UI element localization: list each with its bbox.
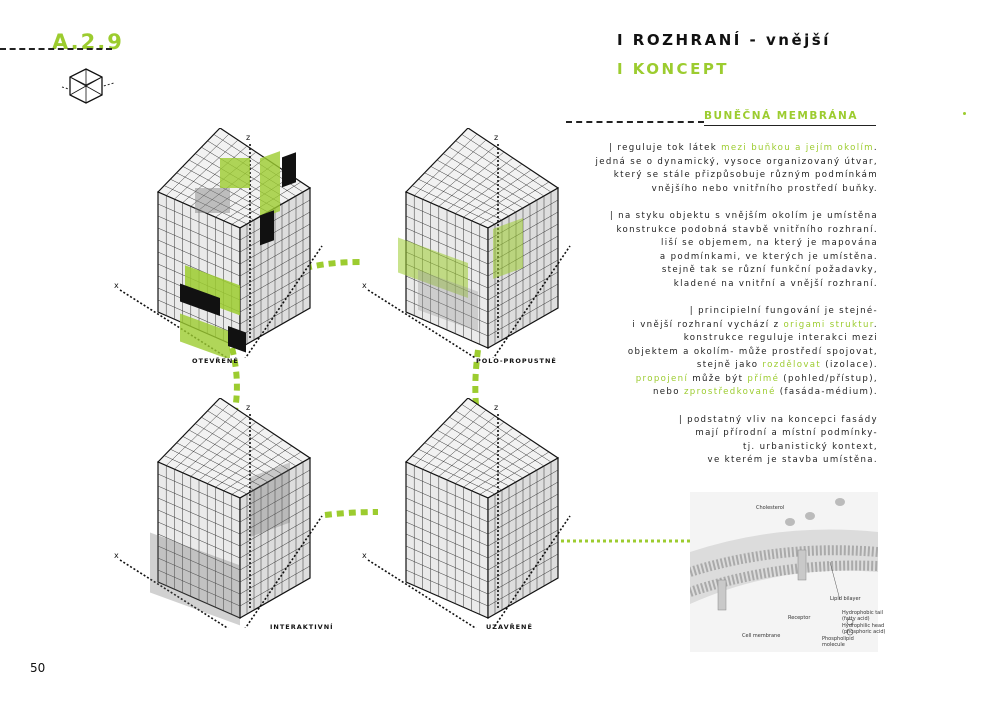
text-segment: ve kterém je stavba umístěna. — [707, 455, 878, 465]
label-hydrophobic-sub: (fatty acid) — [842, 616, 870, 622]
cell-membrane-illustration — [690, 492, 886, 652]
page-title: I ROZHRANÍ - vnější — [617, 31, 831, 49]
text-segment: | principielní fungování je stejné- — [689, 306, 878, 316]
cube-semi-permeable — [358, 128, 578, 365]
axis-z-label: z — [246, 403, 251, 412]
label-lipid-bilayer: Lipid bilayer — [830, 596, 861, 602]
highlight-term: rozdělovat — [762, 360, 822, 370]
axis-z-label: z — [246, 133, 251, 142]
label-phospholipid-sub: molecule — [822, 642, 845, 648]
text-segment: vnějšího nebo vnitřního prostředí buňky. — [651, 183, 878, 194]
cube-label: UZAVŘENÉ — [486, 623, 533, 631]
text-segment: | reguluje tok látek — [609, 143, 722, 153]
label-hydrophilic-sub: (phosphoric acid) — [842, 629, 886, 635]
text-segment: kladené na vnitřní a vnější rozhraní. — [673, 278, 878, 289]
highlight-term: mezi buňkou a jejím okolím — [721, 143, 874, 153]
axis-x-label: x — [362, 281, 367, 290]
text-segment: | na styku objektu s vnějším okolím je umístěna — [609, 211, 878, 221]
text-segment: mají přírodní a místní podmínky- — [695, 428, 878, 438]
cube-interactive-drawing — [110, 398, 330, 628]
text-segment: (pohled/přístup), — [779, 373, 878, 384]
axis-x-label: x — [114, 551, 119, 560]
text-segment: konstrukce podobná stavbě vnitřního rozhraní. — [616, 224, 878, 235]
text-segment: který se stále přizpůsobuje různým podmínkám — [613, 170, 878, 180]
cube-open — [110, 128, 330, 365]
highlight-term: origami struktur — [783, 319, 874, 330]
text-segment: i vnější rozhraní vychází z — [632, 319, 784, 330]
axis-z-label: z — [494, 403, 499, 412]
cube-semi-permeable-drawing — [358, 128, 578, 358]
text-segment: může být — [688, 373, 748, 384]
text-segment: jedná se o dynamický, vysoce organizovaný útvar, — [595, 156, 878, 167]
page-number: 50 — [30, 661, 46, 675]
text-segment: stejně tak se různí funkční požadavky, — [661, 265, 878, 275]
axis-z-label: z — [494, 133, 499, 142]
axis-x-label: x — [362, 551, 367, 560]
text-segment: liší se objemem, na který je mapována — [661, 238, 878, 248]
cube-closed — [358, 398, 578, 632]
section-title: BUNĚČNÁ MEMBRÁNA — [704, 110, 858, 122]
text-segment: a podmínkami, ve kterých je umístěna. — [659, 251, 878, 262]
axis-x-label: x — [114, 281, 119, 290]
cube-label: INTERAKTIVNÍ — [270, 623, 334, 631]
text-segment: tj. urbanistický kontext, — [742, 441, 878, 452]
text-segment: . — [873, 143, 878, 153]
section-code: A.2.9 — [52, 30, 124, 54]
label-receptor: Receptor — [788, 615, 811, 621]
label-cell-membrane: Cell membrane — [742, 633, 781, 639]
highlight-term: propojení — [635, 373, 689, 384]
highlight-term: přímé — [747, 373, 780, 384]
label-cholesterol: Cholesterol — [756, 505, 785, 511]
text-segment: | podstatný vliv na koncepci fasády — [678, 414, 878, 425]
text-segment: objektem a okolím- může prostředí spojovat, — [627, 346, 878, 357]
cube-label: POLO-PROPUSTNÉ — [476, 357, 557, 365]
cube-closed-drawing — [358, 398, 578, 628]
label-hydrophilic: Hydrophilic head — [842, 623, 885, 629]
text-segment: konstrukce reguluje interakci mezi — [683, 333, 878, 343]
label-hydrophobic: Hydrophobic tail — [842, 610, 884, 616]
highlight-term: zprostředkované — [683, 387, 776, 397]
text-segment: nebo — [653, 387, 684, 397]
cube-interactive — [110, 398, 334, 632]
label-phospholipid: Phospholipid — [822, 636, 854, 642]
text-segment: (fasáda-médium). — [775, 387, 878, 397]
text-segment: . — [873, 319, 878, 330]
cube-open-drawing — [110, 128, 330, 358]
text-segment: (izolace). — [821, 360, 878, 370]
cube-label: OTEVŘENÉ — [192, 357, 239, 365]
page-subtitle: I KONCEPT — [617, 60, 730, 78]
text-segment: stejně jako — [696, 360, 763, 370]
